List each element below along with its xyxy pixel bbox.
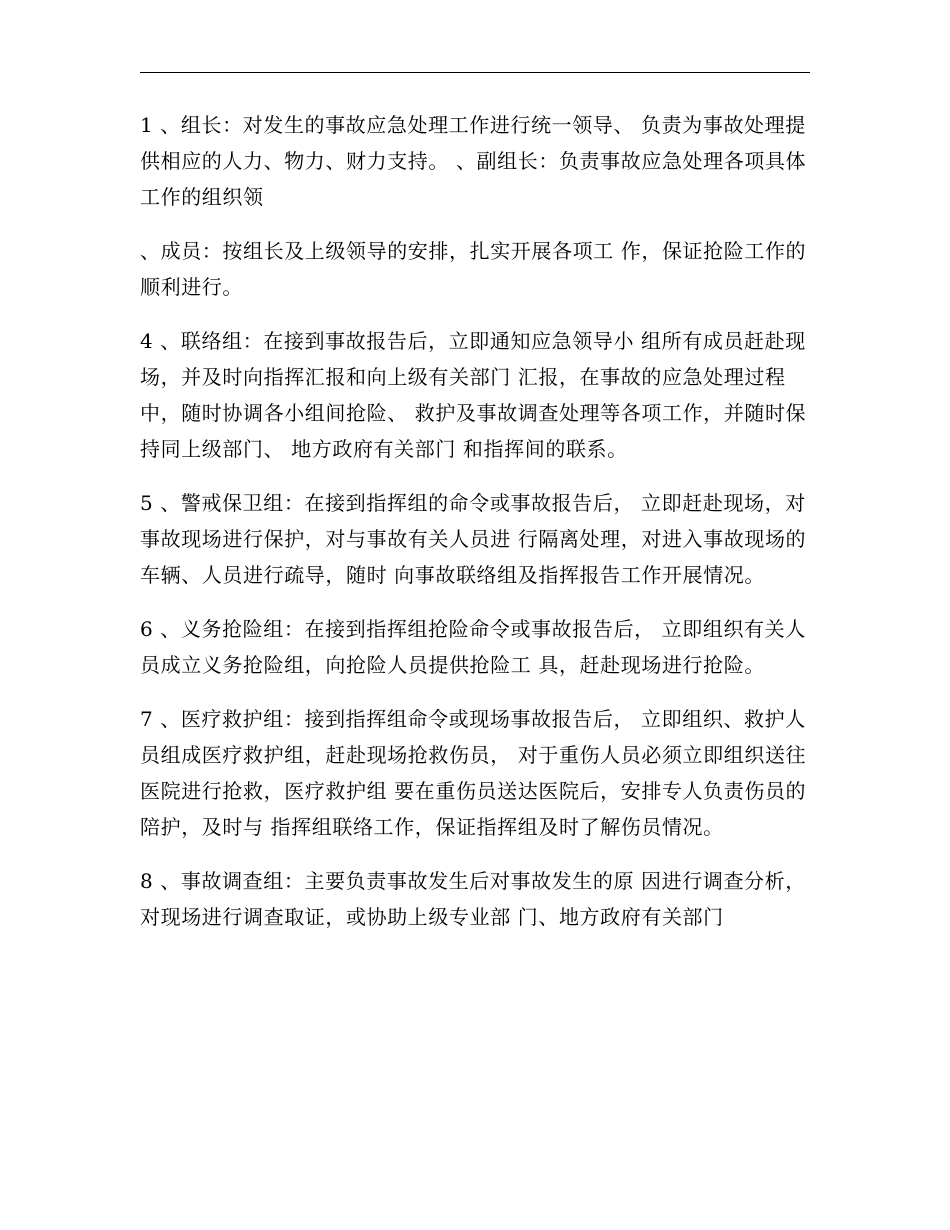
paragraph-liaison-group: 4 、联络组：在接到事故报告后，立即通知应急领导小 组所有成员赶赴现场，并及时向指挥汇报和向上级有关部门 汇报，在事故的应急处理过程中，随时协调各小组间抢险、 救护及事故调查处理等各项工作，并随时保持同上级部门、 地方政府有关部门 和指挥间的联系。 xyxy=(140,329,807,461)
paragraph-medical-group: 7 、医疗救护组：接到指挥组命令或现场事故报告后， 立即组织、救护人员组成医疗救护组，赶赴现场抢救伤员， 对于重伤人员必须立即组织送往医院进行抢救，医疗救护组 要在重伤员送达医院后，安排专人负责伤员的陪护，及时与 指挥组联络工作，保证指挥组及时了解伤员情况。 xyxy=(140,707,807,839)
paragraph-rescue-group: 6 、义务抢险组：在接到指挥组抢险命令或事故报告后， 立即组织有关人员成立义务抢险组，向抢险人员提供抢险工 具，赶赴现场进行抢险。 xyxy=(140,617,806,677)
paragraph-team-leader: 1 、组长：对发生的事故应急处理工作进行统一领导、 负责为事故处理提供相应的人力、物力、财力支持。 、副组长：负责事故应急处理各项具体工作的组织领 xyxy=(140,113,807,209)
document-body xyxy=(140,107,810,953)
paragraph-members: 、成员：按组长及上级领导的安排，扎实开展各项工 作，保证抢险工作的顺利进行。 xyxy=(140,239,807,299)
paragraph-security-group: 5 、警戒保卫组：在接到指挥组的命令或事故报告后， 立即赶赴现场，对事故现场进行保护，对与事故有关人员进 行隔离处理，对进入事故现场的车辆、人员进行疏导，随时 向事故联络组及指挥报告工作开展情况。 xyxy=(140,491,807,587)
header-rule xyxy=(140,72,810,73)
paragraph-investigation-group: 8 、事故调查组：主要负责事故发生后对事故发生的原 因进行调查分析，对现场进行调查取证，或协助上级专业部 门、地方政府有关部门 xyxy=(140,869,806,929)
